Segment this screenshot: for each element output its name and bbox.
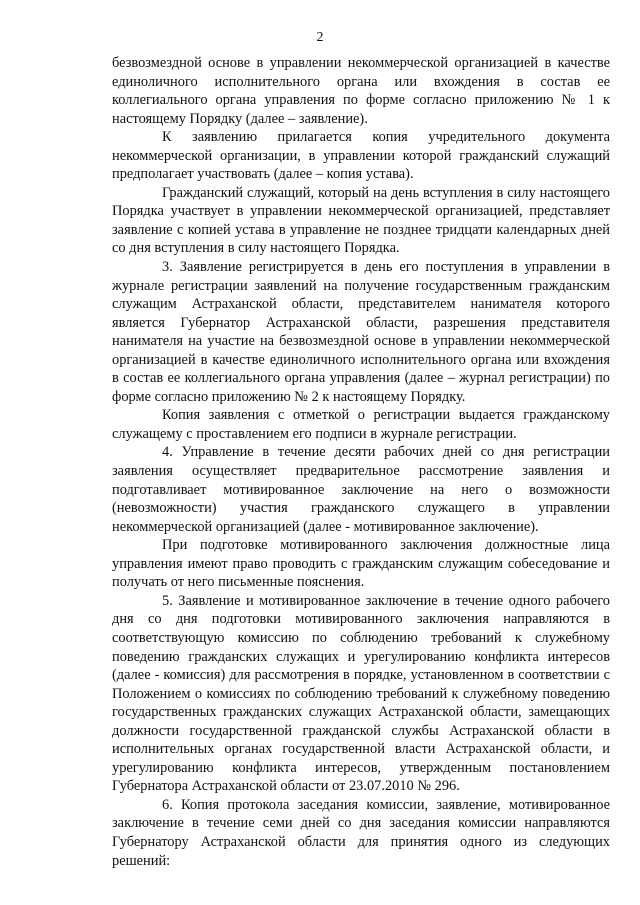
paragraph-application-form: безвозмездной основе в управлении некоммерческой организацией в качестве единоличного исполнительного органа или вхождения в состав ее коллегиального органа управления по форме согласно приложению № 1 к настоящему Порядку (далее – заявление). [112, 55, 610, 127]
paragraph-current-participation: Гражданский служащий, который на день вступления в силу настоящего Порядка участвует в управлении некоммерческой организацией, представляет заявление с копией устава в управление не позднее тридцати календарных дней со дня вступления в силу настоящего Порядка. [112, 184, 610, 257]
paragraph-registration-copy: Копия заявления с отметкой о регистрации выдается гражданскому служащему с проставлением его подписи в журнале регистрации. [112, 407, 610, 442]
paragraph-interview-right: При подготовке мотивированного заключения должностные лица управления имеют право проводить с гражданским служащим собеседование и получать от него письменные пояснения. [112, 537, 610, 591]
paragraph-preliminary-review: 4. Управление в течение десяти рабочих дней со дня регистрации заявления осуществляет предварительное рассмотрение заявления и подготавливает мотивированное заключение на него о возможности (невозможности) участия гражданского служащего в управлении некоммерческой организацией (далее - мотивированное заключение). [112, 444, 610, 535]
paragraph-commission-referral: 5. Заявление и мотивированное заключение в течение одного рабочего дня со дня подготовки мотивированного заключения направляются в соответствующую комиссию по соблюдению требований к служебному поведению гражданских служащих и урегулированию конфликта интересов (далее - комиссия) для рассмотрения в порядке, установленном в соответствии с Положением о комиссиях по соблюдению требований к служебному поведению государственных гражданских служащих Астраханской области, замещающих должности государственной гражданской службы Астраханской области в исполнительных органах государственной власти Астраханской области, и урегулированию конфликта интересов, утвержденным постановлением Губернатора Астраханской области от 23.07.2010 № 296. [112, 592, 610, 795]
page-number: 2 [316, 30, 324, 45]
paragraph-registration: 3. Заявление регистрируется в день его поступления в управлении в журнале регистрации заявлений на получение государственным гражданским служащим Астраханской области, представителем нанимателя которого является Губернатор Астраханской области, разрешения представителя нанимателя на участие на безвозмездной основе в управлении некоммерческой организацией в качестве единоличного исполнительного органа или вхождения в состав ее коллегиального органа управления (далее – журнал регистрации) по форме согласно приложению № 2 к настоящему Порядку. [112, 259, 610, 405]
paragraph-charter-copy: К заявлению прилагается копия учредительного документа некоммерческой организации, в управлении которой гражданский служащий предполагает участвовать (далее – копия устава). [112, 129, 610, 183]
document-body [112, 54, 610, 870]
paragraph-governor-decision: 6. Копия протокола заседания комиссии, заявление, мотивированное заключение в течение семи дней со дня заседания комиссии направляются Губернатору Астраханской области для принятия одного из следующих решений: [112, 796, 610, 869]
